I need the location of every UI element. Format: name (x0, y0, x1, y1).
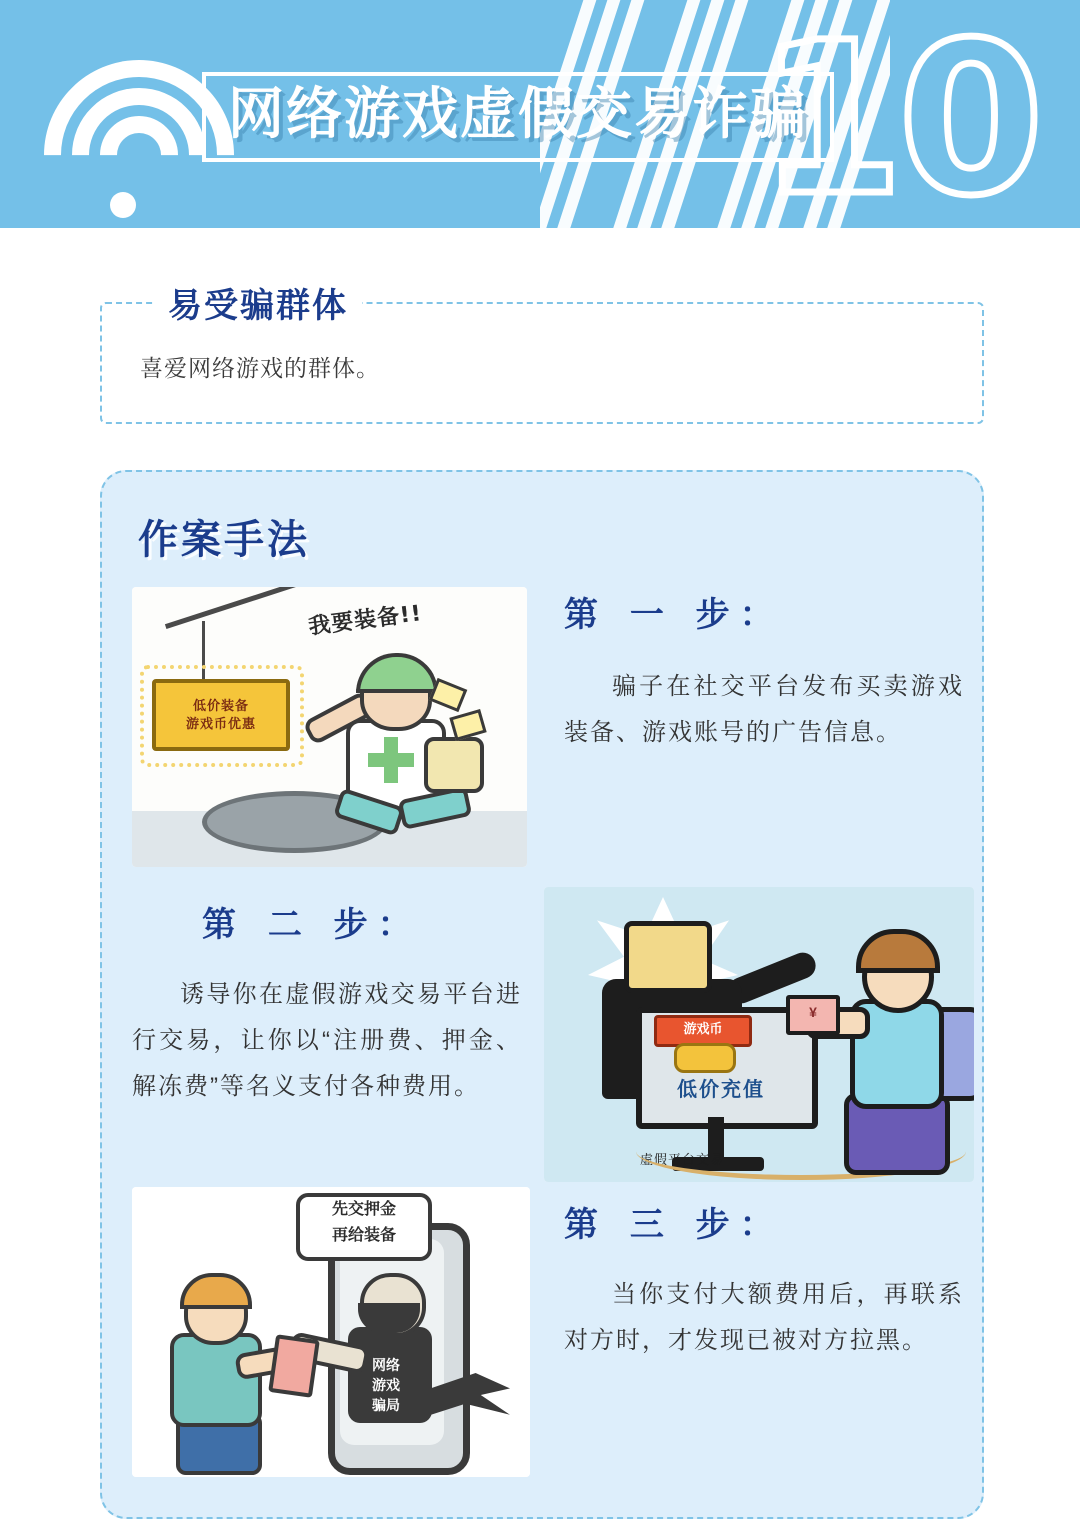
step-2-text-block (132, 897, 522, 1110)
methods-section (100, 470, 984, 1519)
victims-section (100, 286, 984, 424)
money-note-text: ¥ (786, 995, 840, 1035)
coins-shape (674, 1043, 736, 1073)
step-2-caption: 虚假平台交易 (640, 1152, 725, 1167)
victims-text: 喜爱网络游戏的群体。 (140, 355, 380, 381)
victims-heading: 易受骗群体 (154, 278, 362, 327)
methods-heading: 作案手法 (138, 517, 310, 563)
step-3-illustration (132, 1187, 530, 1477)
step-2-body: 诱导你在虚假游戏交易平台进行交易，让你以“注册费、押金、解冻费”等名义支付各种费用。 (132, 981, 522, 1100)
step-2-illustration (544, 887, 974, 1182)
step-1-text-block (564, 587, 964, 756)
phone-label-text: 网络 游戏 骗局 (372, 1357, 400, 1413)
step-1-illustration (132, 587, 527, 867)
step-2-heading: 第 二 步： (202, 905, 422, 945)
step-3-speech-text: 先交押金 再给装备 (296, 1193, 432, 1261)
screen-text: 低价充值 (677, 1079, 765, 1101)
step-3-text-block (564, 1197, 964, 1364)
step-3-body: 当你支付大额费用后，再联系对方时，才发现已被对方拉黑。 (564, 1281, 964, 1354)
page-header (0, 0, 1080, 228)
section-number: 10 (757, 0, 1038, 228)
page-title: 网络游戏虚假交易诈骗 (228, 82, 808, 147)
bait-sign-text: 低价装备 游戏币优惠 (152, 679, 290, 751)
step-1-heading: 第 一 步： (564, 595, 784, 635)
screen-tag-text: 游戏币 (654, 1015, 752, 1047)
step-1-body: 骗子在社交平台发布买卖游戏装备、游戏账号的广告信息。 (564, 673, 964, 746)
money-card-shape (268, 1334, 320, 1398)
step-1-speech-text: 我要装备!! (307, 601, 424, 640)
step-3-heading: 第 三 步： (564, 1205, 784, 1245)
header-title-box (202, 72, 834, 162)
